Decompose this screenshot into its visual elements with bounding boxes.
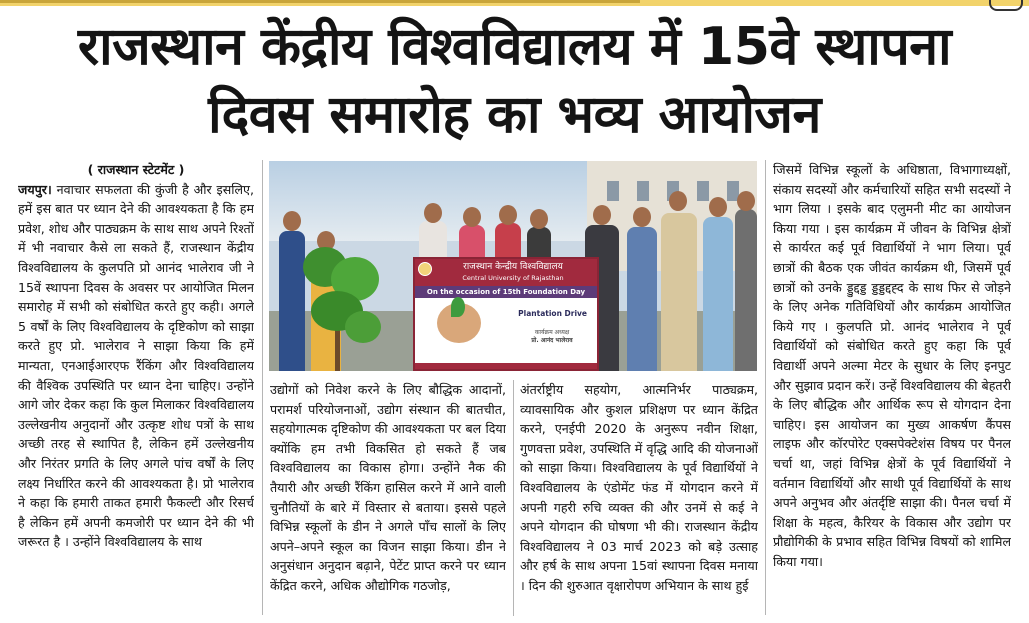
event-photo xyxy=(269,161,757,371)
banner-plantation-drive: Plantation Drive xyxy=(518,309,587,318)
page-corner-mark xyxy=(989,0,1023,11)
column-1-text: नवाचार सफलता की कुंजी है और इसलिए, हमें इस बात पर ध्यान देने की आवश्यकता है कि हम प्रवेश, शोध और पाठ्यक्रम के साथ साथ अपने रिश्तों में भी नवाचार कैसे ला सकते हैं, राजस्थान केंद्रीय विश्वविद्यालय के कुलपति प्रो आनंद भालेराव जी ने 15वें स्थापना दिवस के अवसर पर आयोजित मिलन समारोह में सभी को संबोधित करते हुए कही। अगले 5 वर्षों के लिए विश्वविद्यालय के दृष्टिकोण को साझा करते हुए प्रो. भालेराव ने साझा किया कि हमें मान्यता, एनआईआरएफ रैंकिंग और विश्वविद्यालय की वैश्विक उपस्थिति पर ध्यान देना चाहिए। उन्होंने आगे जोर देकर कहा कि कुल मिलाकर विश्वविद्यालय उल्लेखनीय अनुदानों और उत्कृष्ट शोध पत्रों के साथ अच्छी तरह से स्थापित है, लेकिन हमें उल्लेखनीय और निरंतर प्रगति के लिए अगले पांच वर्षों के लिए लक्ष्य निर्धारित करने की आवश्यकता है। प्रो भालेराव ने कहा कि हमारी ताकत हमारी फैकल्टी और रिसर्च है लेकिन हमें अपनी कमजोरी पर ध्यान देने की भी जरूरत है । उन्होंने विश्वविद्यालय के साथ xyxy=(18,181,254,550)
column-4-text: जिसमें विभिन्न स्कूलों के अधिष्ठाता, विभागाध्यक्षों, संकाय सदस्यों और कर्मचारियों सहित सभी सदस्यों ने भाग लिया । इसके बाद एलुमनी मीट का आयोजन किया गया । इस कार्यक्रम में जीवन के विभिन्न क्षेत्रों से कार्यरत कई पूर्व विद्यार्थियों ने भाग लिया। पूर्व छात्रों की बैठक एक जीवंत कार्यक्रम थी, जिसमें पूर्व छात्रों को उनके ड्डुद्दड्ड ड्डड्डद्दह्द के साथ फिर से जोड़ने के लिए अनेक गतिविधियों और कार्यक्रम आयोजित किये गए । कुलपति प्रो. आनंद भालेराव ने पूर्व विद्यार्थियों को संबोधित करते हुए कहा कि पूर्व विद्यार्थी अपने अल्मा मेटर के सुधार के लिए इनपुट और सुझाव प्रदान करें। उन्हें विश्वविद्यालय की बेहतरी के लिए बौद्धिक और आर्थिक रूप से योगदान देना चाहिए। इस आयोजन का मुख्य आकर्षण कैंपस लाइफ और कॉरपोरेट एक्सपेक्टेशंस विषय पर पैनल चर्चा था, जहां विभिन्न क्षेत्रों के पूर्व विद्यार्थियों ने वर्तमान विद्यार्थियों और साथी पूर्व विद्यार्थियों के साथ अपने अनुभव और अंतर्दृष्टि साझा की। पैनल चर्चा में शिक्षा के महत्व, कैरियर के विकास और उद्योग पर प्रौद्योगिकी के प्रभाव सहित विभिन्न विषयों को शामिल किया गया। xyxy=(773,162,1011,569)
column-3-text: अंतर्राष्ट्रीय सहयोग, आत्मनिर्भर पाठ्यक्रम, व्यावसायिक और कुशल प्रशिक्षण पर ध्यान केंद्रित करने, एनईपी 2020 के अनुरूप नवीन शिक्षा, गुणवत्ता प्रवेश, उपस्थिति में वृद्धि आदि की योजनाओं को साझा किया। विश्वविद्यालय के पूर्व विद्यार्थियों ने विश्वविद्यालय के एंडोमेंट फंड में योगदान करने में अपनी गहरी रुचि व्यक्त की और उनमें से कई ने अपने योगदान की घोषणा भी की। राजस्थान केंद्रीय विश्वविद्यालय ने 03 मार्च 2023 को बड़े उत्साह और हर्ष के साथ अपना 15वां स्थापना दिवस मनाया । दिन की शुरुआत वृक्षारोपण अभियान के साथ हुई xyxy=(520,382,758,593)
article-column-2 xyxy=(270,380,506,620)
banner-title-english: Central University of Rajasthan xyxy=(462,274,564,282)
banner-occasion: On the occasion of 15th Foundation Day xyxy=(415,286,597,298)
article-column-4 xyxy=(773,160,1011,620)
banner-signature-block xyxy=(513,329,591,345)
column-divider xyxy=(513,380,514,616)
sapling-tree-icon xyxy=(289,231,389,371)
column-divider xyxy=(262,160,263,615)
article-column-3 xyxy=(520,380,758,620)
banner-sign-role: कार्यक्रम अध्यक्ष xyxy=(534,329,570,336)
banner-sign-name: प्रो. आनंद भालेराव xyxy=(531,337,573,344)
headline-line-2: दिवस समारोह का भव्य आयोजन xyxy=(208,85,821,145)
leaf-icon xyxy=(451,297,465,317)
foundation-day-banner xyxy=(413,257,599,371)
banner-footer-stripe xyxy=(415,363,597,369)
column-2-text: उद्योगों को निवेश करने के लिए बौद्धिक आदानों, परामर्श परियोजनाओं, उद्योग संस्थान की बातचीत, सहयोगात्मक दृष्टिकोण की आवश्यकता पर बल दिया क्योंकि हम तभी विकसित हो सकते हैं जब विश्वविद्यालय का विकास होगा। उन्होंने नैक की तैयारी और अच्छी रैंकिंग हासिल करने में आने वाली चुनौतियों के बारे में विस्तार से बताया। इससे पहले विभिन्न स्कूलों के डीन ने अगले पाँच सालों के लिए अपने–अपने स्कूल का विजन साझा किया। डीन ने अनुसंधान अनुदान बढ़ाने, पेटेंट प्राप्त करने पर ध्यान केंद्रित करने, अधिक औद्योगिक गठजोड़, xyxy=(270,382,506,593)
headline-line-1: राजस्थान केंद्रीय विश्वविद्यालय में 15वे स्थापना xyxy=(77,17,952,77)
top-color-bar-accent xyxy=(0,0,640,3)
article-column-1 xyxy=(18,160,254,620)
dateline: ( राजस्थान स्टेटमेंट ) xyxy=(87,162,185,177)
banner-header xyxy=(415,259,597,286)
place-name: जयपुर। xyxy=(18,181,52,197)
column-divider xyxy=(765,160,766,615)
university-logo-icon xyxy=(418,262,432,276)
banner-title-hindi: राजस्थान केन्द्रीय विश्वविद्यालय xyxy=(463,262,563,272)
